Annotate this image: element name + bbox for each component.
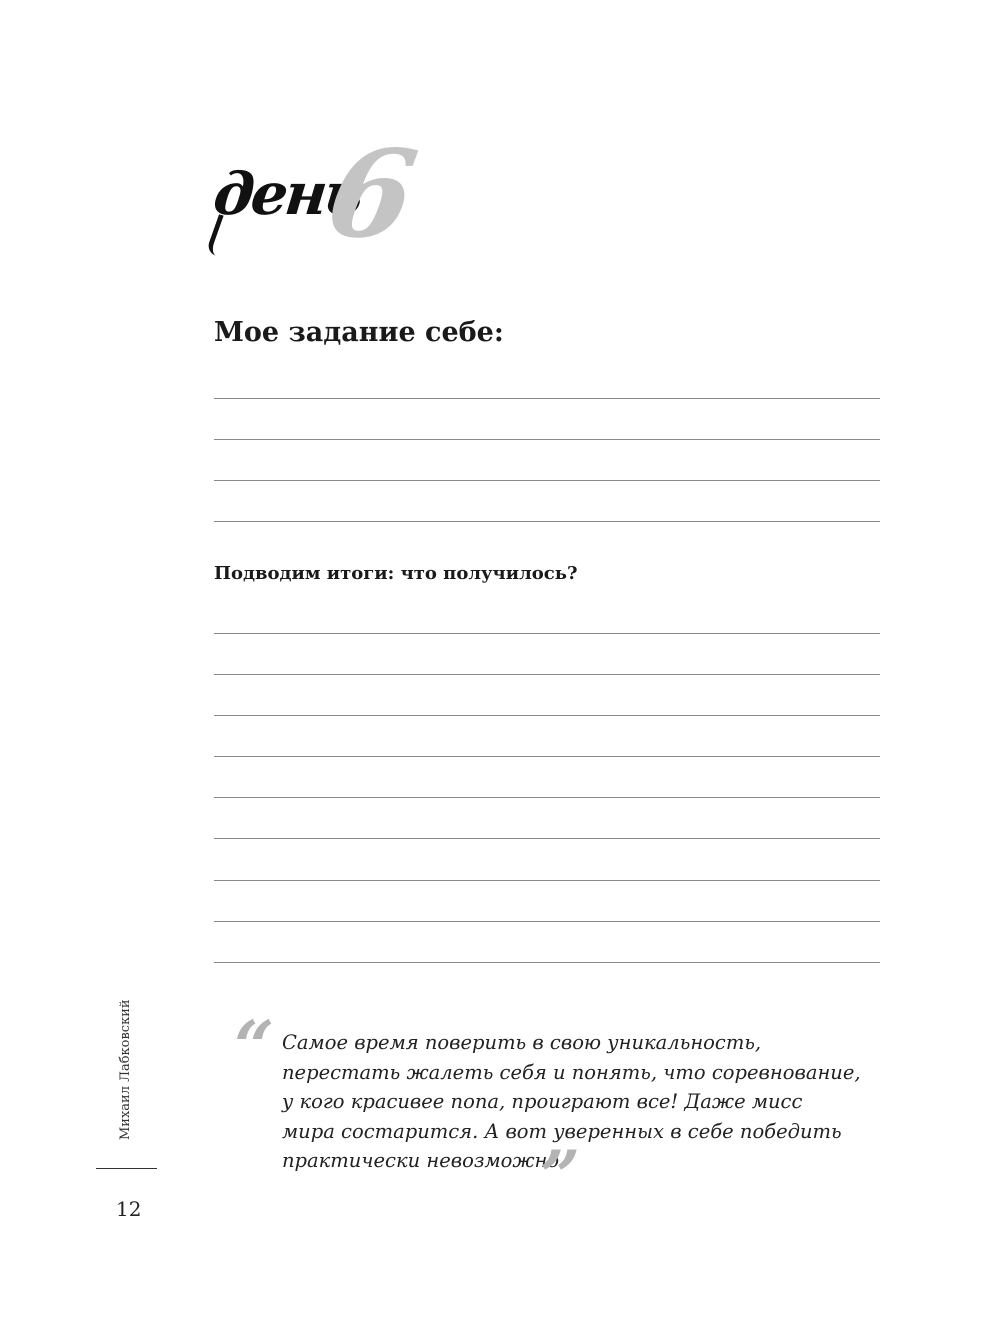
day-word-text: день (210, 160, 364, 228)
summary-title: Подводим итоги: что получилось? (214, 563, 578, 584)
quote-open-mark: “ (234, 1005, 275, 1088)
quote-line: практически невозможно. (282, 1149, 566, 1172)
summary-writing-line[interactable] (214, 921, 880, 922)
task-writing-line[interactable] (214, 521, 880, 522)
quote-line: Самое время поверить в свою уникальность, (282, 1031, 762, 1054)
summary-writing-line[interactable] (214, 962, 880, 963)
summary-writing-line[interactable] (214, 715, 880, 716)
summary-writing-line[interactable] (214, 674, 880, 675)
day-number: 6 (317, 124, 426, 265)
summary-writing-line[interactable] (214, 797, 880, 798)
task-title: Мое задание себе: (214, 317, 504, 348)
footer-divider (96, 1168, 157, 1169)
summary-writing-line[interactable] (214, 756, 880, 757)
day-heading (208, 124, 468, 270)
summary-writing-line[interactable] (214, 838, 880, 839)
quote-close-mark: ” (540, 1135, 581, 1218)
day-word-flourish (205, 214, 237, 257)
task-writing-line[interactable] (214, 480, 880, 481)
page-number: 12 (116, 1197, 142, 1221)
quote-line: перестать жалеть себя и понять, что соревнование, (282, 1060, 861, 1084)
task-writing-line[interactable] (214, 439, 880, 440)
quote-line: у кого красивее попа, проиграют все! Даже мисс (282, 1090, 803, 1113)
summary-writing-line[interactable] (214, 633, 880, 634)
summary-writing-line[interactable] (214, 880, 880, 881)
running-author: Михаил Лабковский (118, 999, 133, 1140)
quote-line: мира состарится. А вот уверенных в себе победить (282, 1119, 842, 1143)
task-writing-line[interactable] (214, 398, 880, 399)
